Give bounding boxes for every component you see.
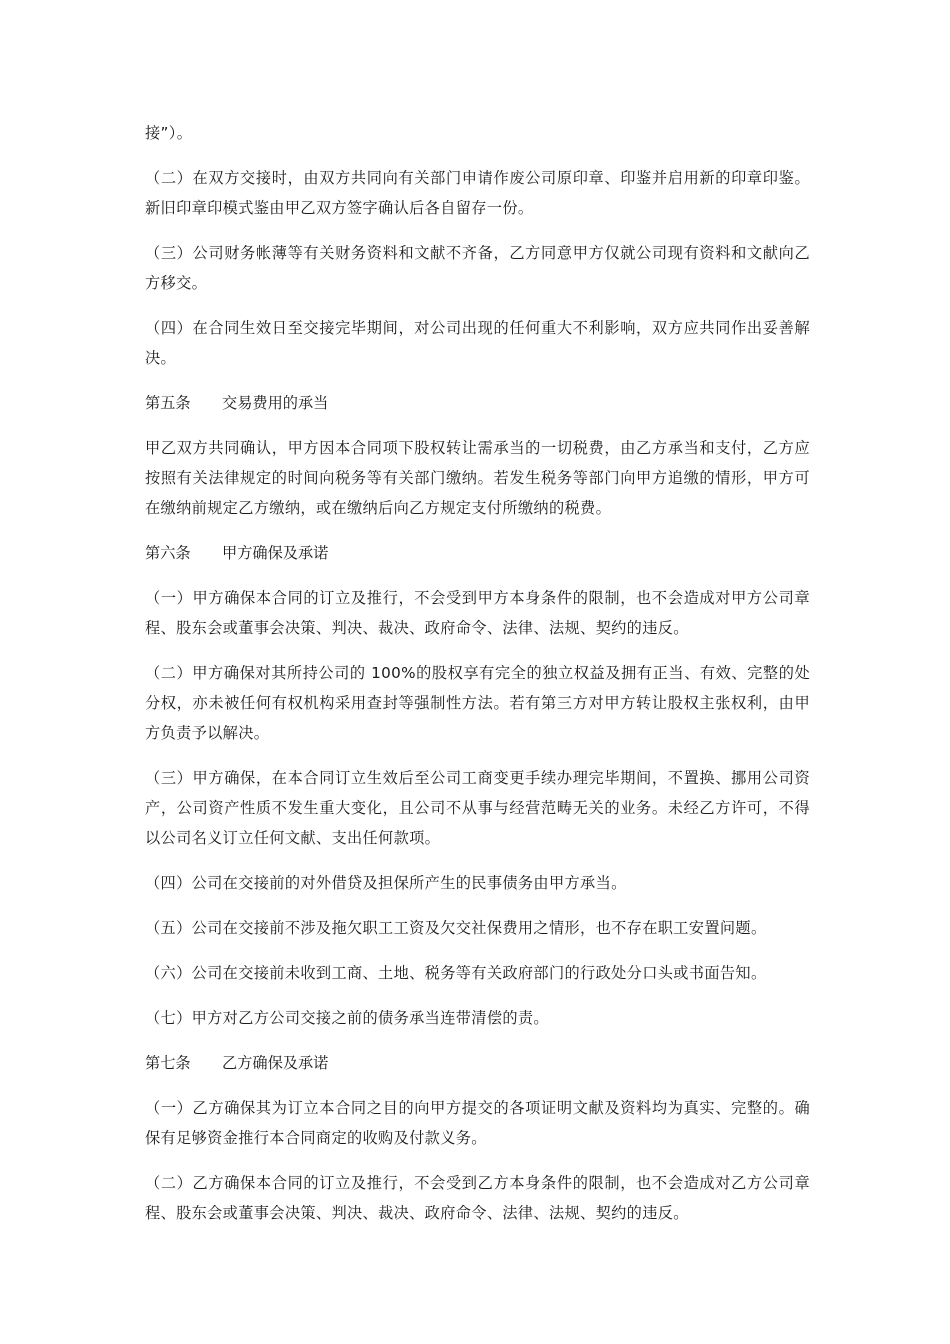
article-5-heading: [145, 388, 810, 418]
paragraph-art4-item4: （四）在合同生效日至交接完毕期间，对公司出现的任何重大不利影响，双方应共同作出妥善解决。: [145, 319, 810, 367]
article-title: 交易费用的承当: [222, 394, 329, 412]
paragraph-art6-item6: （六）公司在交接前未收到工商、土地、税务等有关政府部门的行政处分口头或书面告知。: [145, 964, 767, 982]
article-title: 乙方确保及承诺: [222, 1054, 329, 1072]
paragraph-art6-item3: （三）甲方确保，在本合同订立生效后至公司工商变更手续办理完毕期间，不置换、挪用公司资产，公司资产性质不发生重大变化，且公司不从事与经营范畴无关的业务。未经乙方许可，不得以公司名义订立任何文献、支出任何款项。: [145, 769, 810, 847]
article-number: 第六条: [145, 544, 191, 562]
paragraph-art5-body: 甲乙双方共同确认，甲方因本合同项下股权转让需承当的一切税费，由乙方承当和支付，乙方应按照有关法律规定的时间向税务等有关部门缴纳。若发生税务等部门向甲方追缴的情形，甲方可在缴纳前规定乙方缴纳，或在缴纳后向乙方规定支付所缴纳的税费。: [145, 439, 810, 517]
paragraph-art6-item2: （二）甲方确保对其所持公司的 100%的股权享有完全的独立权益及拥有正当、有效、完整的处分权，亦未被任何有权机构采用查封等强制性方法。若有第三方对甲方转让股权主张权利，由甲方负责予以解决。: [145, 664, 810, 742]
article-6-heading: [145, 538, 810, 568]
paragraph-art7-item1: （一）乙方确保其为订立本合同之目的向甲方提交的各项证明文献及资料均为真实、完整的。确保有足够资金推行本合同商定的收购及付款义务。: [145, 1099, 810, 1147]
article-title: 甲方确保及承诺: [222, 544, 329, 562]
paragraph-art6-item4: （四）公司在交接前的对外借贷及担保所产生的民事债务由甲方承当。: [145, 874, 627, 892]
document-body: [145, 118, 810, 1243]
paragraph-art6-item7: （七）甲方对乙方公司交接之前的债务承当连带清偿的责。: [145, 1009, 549, 1027]
article-number: 第五条: [145, 394, 191, 412]
paragraph-art4-item3: （三）公司财务帐薄等有关财务资料和文献不齐备，乙方同意甲方仅就公司现有资料和文献向乙方移交。: [145, 244, 810, 292]
paragraph-continuation: 接”）。: [145, 124, 193, 142]
paragraph-art7-item2: （二）乙方确保本合同的订立及推行，不会受到乙方本身条件的限制，也不会造成对乙方公司章程、股东会或董事会决策、判决、裁决、政府命令、法律、法规、契约的违反。: [145, 1174, 810, 1222]
article-number: 第七条: [145, 1054, 191, 1072]
paragraph-art4-item2: （二）在双方交接时，由双方共同向有关部门申请作废公司原印章、印鉴并启用新的印章印鉴。新旧印章印模式鉴由甲乙双方签字确认后各自留存一份。: [145, 169, 810, 217]
article-7-heading: [145, 1048, 810, 1078]
paragraph-art6-item1: （一）甲方确保本合同的订立及推行，不会受到甲方本身条件的限制，也不会造成对甲方公司章程、股东会或董事会决策、判决、裁决、政府命令、法律、法规、契约的违反。: [145, 589, 810, 637]
paragraph-art6-item5: （五）公司在交接前不涉及拖欠职工工资及欠交社保费用之情形，也不存在职工安置问题。: [145, 919, 767, 937]
